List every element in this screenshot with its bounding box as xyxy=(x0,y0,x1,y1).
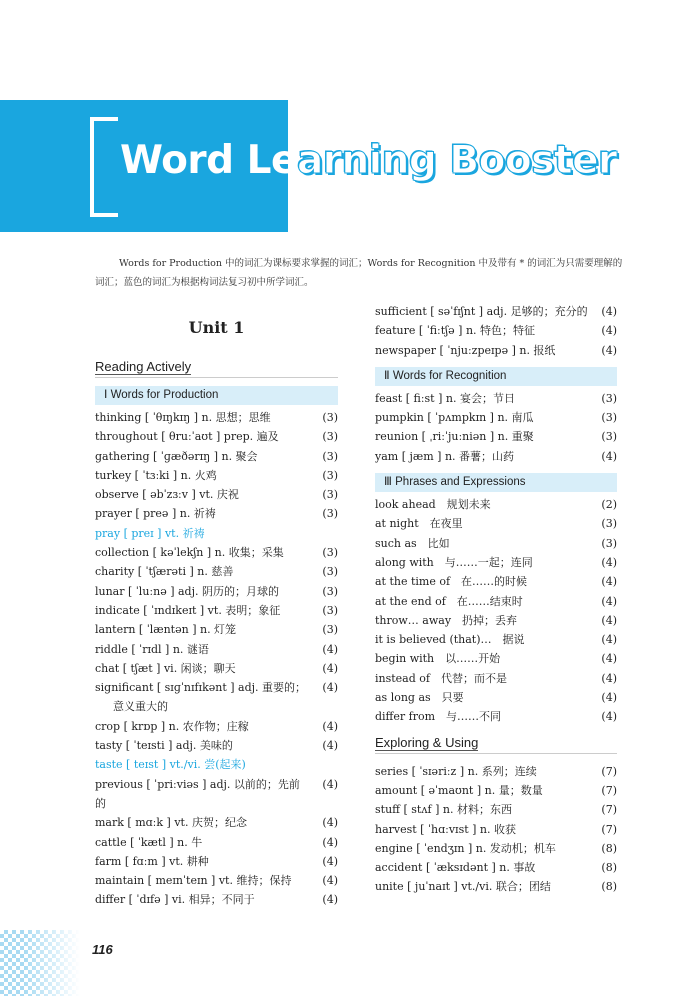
title-bracket xyxy=(90,117,118,217)
entry-row xyxy=(375,495,617,514)
section-reading-actively-label: Reading Actively xyxy=(95,359,192,374)
section-exploring-using-label: Exploring & Using xyxy=(375,734,479,750)
entry-row xyxy=(95,659,338,678)
entry-row xyxy=(375,858,617,877)
production-list xyxy=(95,408,338,910)
entry-page: (3) xyxy=(601,391,617,405)
entry-row xyxy=(375,302,617,321)
entry-row xyxy=(95,524,338,543)
entry-row xyxy=(95,408,338,427)
phrases-list xyxy=(375,495,617,727)
entry-text: sufficient [ səˈfɪʃnt ] adj. 足够的；充分的 xyxy=(375,305,588,318)
entry-text: lunar [ ˈluːnə ] adj. 阴历的；月球的 xyxy=(95,584,280,598)
left-column xyxy=(95,318,338,910)
entry-text: engine [ ˈendʒɪn ] n. 发动机；机车 xyxy=(375,841,556,855)
entry-text: charity [ ˈtʃærəti ] n. 慈善 xyxy=(95,565,234,579)
entry-row xyxy=(95,485,338,504)
entry-page: (4) xyxy=(601,343,617,357)
entry-row xyxy=(375,800,617,819)
entry-text: throughout [ θruːˈaʊt ] prep. 遍及 xyxy=(95,430,279,444)
entry-row xyxy=(375,820,617,839)
unit-title: Unit 1 xyxy=(188,318,245,337)
entry-text: taste [ teɪst ] vt./vi. 尝(起来) xyxy=(95,758,246,772)
entry-text: chat [ tʃæt ] vi. 闲谈；聊天 xyxy=(95,661,236,675)
entry-row xyxy=(375,839,617,858)
entry-page: (4) xyxy=(322,874,338,888)
production-list-continued xyxy=(375,302,617,360)
entry-page: (3) xyxy=(322,411,338,424)
entry-text: series [ ˈsɪəriːz ] n. 系列；连续 xyxy=(375,764,537,778)
entry-page: (3) xyxy=(601,517,617,531)
entry-text: newspaper [ ˈnjuːzpeɪpə ] n. 报纸 xyxy=(375,343,556,357)
entry-text: as long as 只要 xyxy=(375,691,464,705)
entry-text: differ from 与……不同 xyxy=(375,710,502,724)
entry-text: collection [ kəˈlekʃn ] n. 收集；采集 xyxy=(95,546,284,560)
phrases-header: Ⅲ Phrases and Expressions xyxy=(375,473,617,492)
entry-page: (7) xyxy=(601,783,617,797)
entry-text: at the time of 在……的时候 xyxy=(375,575,528,589)
entry-row xyxy=(375,781,617,800)
entry-text: observe [ əbˈzɜːv ] vt. 庆祝 xyxy=(95,488,239,502)
entry-text: look ahead 规划未来 xyxy=(375,498,491,512)
entry-text: previous [ ˈpriːviəs ] adj. 以前的；先前的 xyxy=(95,777,300,810)
entry-page: (4) xyxy=(601,633,617,647)
entry-row xyxy=(375,427,617,446)
exploring-list xyxy=(375,762,617,897)
entry-page: (4) xyxy=(322,777,338,791)
entry-row xyxy=(375,707,617,726)
entry-row xyxy=(95,427,338,446)
entry-page: (4) xyxy=(601,555,617,569)
entry-text: stuff [ stʌf ] n. 材料；东西 xyxy=(375,803,512,817)
entry-text: significant [ sɪɡˈnɪfɪkənt ] adj. 重要的；意义重大的 xyxy=(95,681,307,714)
entry-text: mark [ mɑːk ] vt. 庆贺；纪念 xyxy=(95,816,247,830)
entry-page: (4) xyxy=(322,719,338,733)
entry-page: (3) xyxy=(322,468,338,482)
entry-row xyxy=(95,852,338,871)
entry-page: (3) xyxy=(322,449,338,463)
title-part-2: arning Booster xyxy=(296,138,617,183)
entry-page: (4) xyxy=(322,835,338,849)
entry-row xyxy=(375,688,617,707)
entry-text: indicate [ ˈɪndɪkeɪt ] vt. 表明；象征 xyxy=(95,603,281,617)
entry-page: (4) xyxy=(322,893,338,907)
entry-row xyxy=(95,833,338,852)
entry-text: cattle [ ˈkætl ] n. 牛 xyxy=(95,835,203,849)
entry-page: (4) xyxy=(322,681,338,695)
entry-page: (4) xyxy=(322,816,338,830)
entry-text: feature [ ˈfiːtʃə ] n. 特色；特征 xyxy=(375,324,536,338)
entry-page: (4) xyxy=(322,739,338,753)
pixel-decoration xyxy=(0,930,80,996)
entry-row xyxy=(95,871,338,890)
section-reading-actively xyxy=(95,358,338,378)
entry-text: along with 与……一起；连同 xyxy=(375,555,533,569)
entry-page: (8) xyxy=(601,841,617,855)
entry-page: (4) xyxy=(601,613,617,627)
entry-row xyxy=(375,553,617,572)
entry-row xyxy=(375,534,617,553)
entry-text: throw… away 扔掉；丢弃 xyxy=(375,613,518,627)
entry-row xyxy=(95,562,338,581)
entry-text: it is believed (that)… 据说 xyxy=(375,633,525,647)
entry-text: lantern [ ˈlæntən ] n. 灯笼 xyxy=(95,623,237,637)
entry-text: harvest [ ˈhɑːvɪst ] n. 收获 xyxy=(375,822,516,836)
entry-row xyxy=(375,630,617,649)
entry-row xyxy=(95,813,338,832)
entry-row xyxy=(375,877,617,896)
entry-row xyxy=(375,669,617,688)
entry-row xyxy=(95,447,338,466)
entry-row xyxy=(95,543,338,562)
entry-text: unite [ juˈnaɪt ] vt./vi. 联合；团结 xyxy=(375,880,551,894)
entry-page: (3) xyxy=(601,430,617,444)
entry-page: (8) xyxy=(601,880,617,894)
entry-page: (7) xyxy=(601,803,617,817)
entry-text: begin with 以……开始 xyxy=(375,652,501,666)
entry-row xyxy=(95,640,338,659)
entry-page: (3) xyxy=(322,623,338,637)
entry-row xyxy=(95,678,338,717)
page-title xyxy=(120,135,617,187)
entry-text: amount [ əˈmaʊnt ] n. 量；数量 xyxy=(375,783,543,797)
entry-row xyxy=(95,775,338,814)
entry-row xyxy=(375,649,617,668)
entry-row xyxy=(95,890,338,909)
entry-page: (4) xyxy=(601,671,617,685)
entry-row xyxy=(95,601,338,620)
recognition-list xyxy=(375,389,617,466)
entry-text: gathering [ ˈɡæðərɪŋ ] n. 聚会 xyxy=(95,449,258,463)
entry-row xyxy=(95,620,338,639)
entry-text: such as 比如 xyxy=(375,536,450,550)
entry-row xyxy=(375,408,617,427)
entry-row xyxy=(95,736,338,755)
entry-row xyxy=(375,321,617,340)
entry-text: maintain [ meɪnˈteɪn ] vt. 维持；保持 xyxy=(95,874,292,888)
entry-row xyxy=(375,611,617,630)
entry-text: yam [ jæm ] n. 番薯；山药 xyxy=(375,449,515,463)
entry-page: (4) xyxy=(601,575,617,589)
entry-text: feast [ fiːst ] n. 宴会；节日 xyxy=(375,391,515,405)
entry-text: thinking [ ˈθɪŋkɪŋ ] n. 思想；思维 xyxy=(95,411,271,424)
entry-row xyxy=(375,514,617,533)
entry-row xyxy=(375,389,617,408)
entry-page: (4) xyxy=(601,710,617,724)
entry-page: (3) xyxy=(322,546,338,560)
entry-row xyxy=(375,447,617,466)
entry-text: instead of 代替；而不是 xyxy=(375,671,507,685)
entry-text: at night 在夜里 xyxy=(375,517,463,531)
entry-page: (2) xyxy=(601,498,617,512)
entry-text: pray [ preɪ ] vt. 祈祷 xyxy=(95,526,205,540)
title-part-1: Word Le xyxy=(120,138,297,183)
page-number: 116 xyxy=(92,942,113,957)
entry-row xyxy=(95,504,338,523)
entry-text: reunion [ ˌriːˈjuːniən ] n. 重聚 xyxy=(375,430,534,444)
entry-page: (8) xyxy=(601,861,617,875)
entry-text: crop [ krɒp ] n. 农作物；庄稼 xyxy=(95,719,249,733)
entry-row xyxy=(95,466,338,485)
entry-page: (3) xyxy=(322,565,338,579)
production-header: Ⅰ Words for Production xyxy=(95,386,338,405)
entry-page: (4) xyxy=(322,854,338,868)
entry-text: riddle [ ˈrɪdl ] n. 谜语 xyxy=(95,642,209,656)
entry-page: (4) xyxy=(322,642,338,656)
entry-page: (4) xyxy=(601,449,617,463)
entry-page: (3) xyxy=(601,536,617,550)
entry-row xyxy=(375,572,617,591)
entry-text: tasty [ ˈteɪsti ] adj. 美味的 xyxy=(95,739,233,753)
entry-text: differ [ ˈdɪfə ] vi. 相异；不同于 xyxy=(95,893,255,907)
entry-text: pumpkin [ ˈpʌmpkɪn ] n. 南瓜 xyxy=(375,411,534,425)
entry-page: (3) xyxy=(322,603,338,617)
entry-row xyxy=(375,341,617,360)
entry-row xyxy=(95,582,338,601)
entry-page: (3) xyxy=(322,584,338,598)
entry-page: (4) xyxy=(601,324,617,338)
entry-row xyxy=(95,755,338,774)
entry-page: (4) xyxy=(601,594,617,608)
entry-page: (7) xyxy=(601,822,617,836)
right-column xyxy=(375,302,617,897)
intro-note: Words for Production 中的词汇为课标要求掌握的词汇；Words for Recognition 中及带有 * 的词汇为只需要理解的词汇；蓝色的词汇为根据构词法复习初中所学词汇。 xyxy=(95,258,623,288)
entry-page: (3) xyxy=(322,430,338,444)
entry-text: at the end of 在……结束时 xyxy=(375,594,523,608)
entry-page: (3) xyxy=(322,507,338,521)
entry-page: (3) xyxy=(322,488,338,502)
entry-row xyxy=(375,592,617,611)
recognition-header: Ⅱ Words for Recognition xyxy=(375,367,617,386)
entry-page: (4) xyxy=(322,661,338,675)
entry-text: prayer [ preə ] n. 祈祷 xyxy=(95,507,216,521)
entry-page: (3) xyxy=(601,411,617,425)
entry-row xyxy=(375,762,617,781)
entry-page: (4) xyxy=(601,305,617,318)
entry-page: (7) xyxy=(601,764,617,778)
entry-page: (4) xyxy=(601,652,617,666)
entry-text: accident [ ˈæksɪdənt ] n. 事故 xyxy=(375,861,536,875)
entry-text: farm [ fɑːm ] vt. 耕种 xyxy=(95,854,209,868)
entry-row xyxy=(95,717,338,736)
entry-text: turkey [ ˈtɜːki ] n. 火鸡 xyxy=(95,468,217,482)
entry-page: (4) xyxy=(601,691,617,705)
section-exploring-using xyxy=(375,734,617,754)
